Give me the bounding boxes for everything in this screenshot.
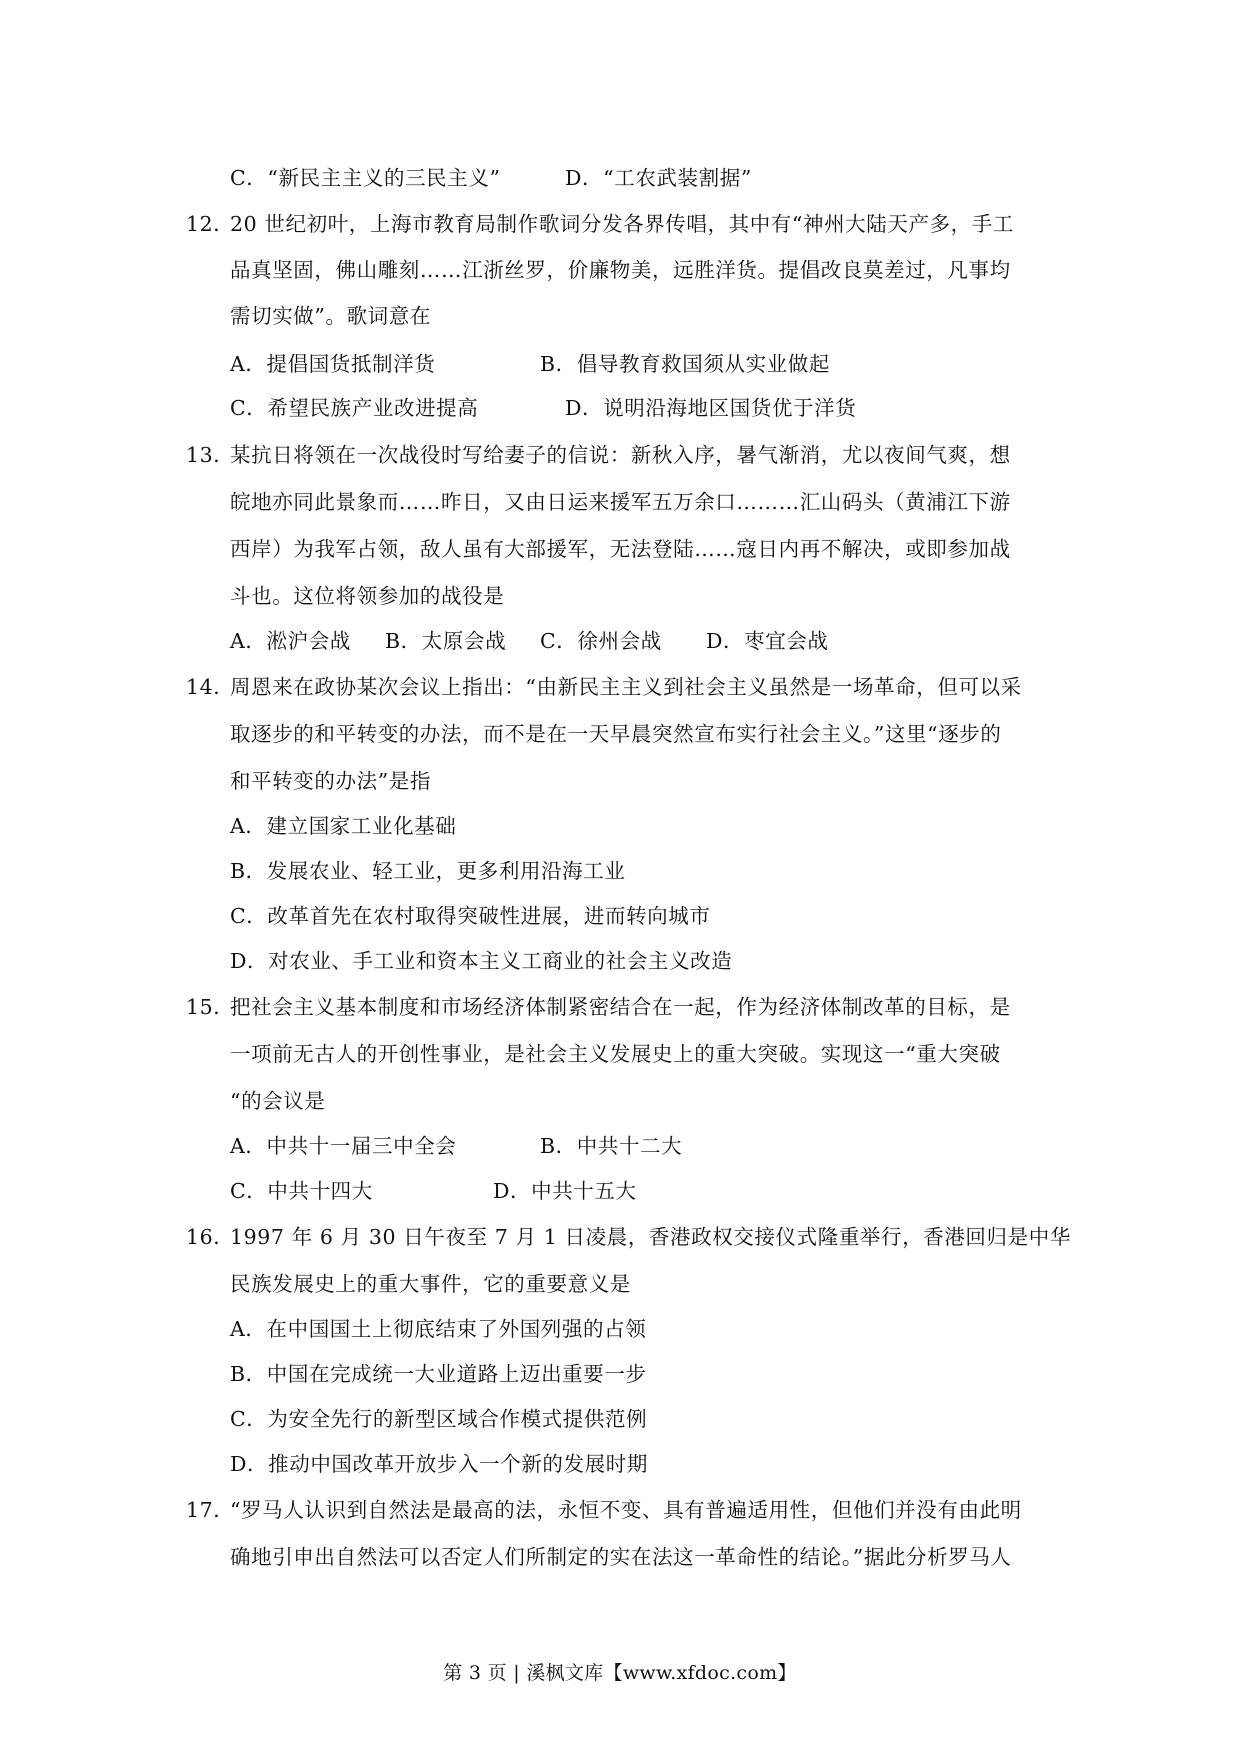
question-text-line: 取逐步的和平转变的办法，而不是在一天早晨突然宣布实行社会主义。”这里“逐步的: [230, 722, 1002, 746]
question-text-line: 1997 年 6 月 30 日午夜至 7 月 1 日凌晨，香港政权交接仪式隆重举行，香港回归是中华: [230, 1225, 1071, 1249]
option-d: D．说明沿海地区国货优于洋货: [565, 396, 857, 420]
option-c: C．中共十四大: [230, 1179, 373, 1203]
q11-option-c: C．“新民主主义的三民主义”: [230, 166, 501, 190]
option-a: A．在中国国土上彻底结束了外国列强的占领: [230, 1317, 647, 1341]
page-footer: 第 3 页 | 溪枫文库【www.xfdoc.com】: [443, 1662, 797, 1684]
question-text-line: 西岸）为我军占领，敌人虽有大部援军，无法登陆……寇日内再不解决，或即参加战: [230, 537, 1011, 561]
question-number: 14．: [186, 675, 235, 699]
option-c: C．希望民族产业改进提高: [230, 396, 479, 420]
option-a: A．建立国家工业化基础: [230, 814, 457, 838]
question-number: 16．: [186, 1225, 235, 1249]
q11-option-d: D．“工农武装割据”: [565, 166, 752, 190]
question-number: 17．: [186, 1498, 235, 1522]
option-b: B．倡导教育救国须从实业做起: [540, 352, 830, 376]
option-b: B．太原会战: [385, 629, 507, 653]
question-text-line: “罗马人认识到自然法是最高的法，永恒不变、具有普遍适用性，但他们并没有由此明: [230, 1498, 1022, 1522]
question-text-line: 某抗日将领在一次战役时写给妻子的信说：新秋入序，暑气渐消，尤以夜间气爽，想: [230, 443, 1011, 467]
option-a: A．提倡国货抵制洋货: [230, 352, 436, 376]
question-text-line: 把社会主义基本制度和市场经济体制紧密结合在一起，作为经济体制改革的目标，是: [230, 995, 1011, 1019]
option-a: A．中共十一届三中全会: [230, 1134, 457, 1158]
question-text-line: 斗也。这位将领参加的战役是: [230, 584, 505, 608]
question-text-line: 确地引申出自然法可以否定人们所制定的实在法这一革命性的结论。”据此分析罗马人: [230, 1545, 1012, 1569]
question-text-line: “的会议是: [230, 1089, 326, 1113]
option-a: A．淞沪会战: [230, 629, 351, 653]
question-text-line: 品真坚固，佛山雕刻……江浙丝罗，价廉物美，远胜洋货。提倡改良莫差过，凡事均: [230, 258, 1011, 282]
question-text-line: 周恩来在政协某次会议上指出：“由新民主主义到社会主义虽然是一场革命，但可以采: [230, 675, 1022, 699]
question-number: 15．: [186, 995, 235, 1019]
option-c: C．改革首先在农村取得突破性进展，进而转向城市: [230, 904, 711, 928]
option-c: C．为安全先行的新型区域合作模式提供范例: [230, 1407, 648, 1431]
option-b: B．发展农业、轻工业，更多利用沿海工业: [230, 859, 626, 883]
option-b: B．中共十二大: [540, 1134, 683, 1158]
option-d: D．对农业、手工业和资本主义工商业的社会主义改造: [230, 949, 733, 973]
question-number: 12．: [186, 212, 235, 236]
question-text-line: 一项前无古人的开创性事业，是社会主义发展史上的重大突破。实现这一“重大突破: [230, 1042, 1001, 1066]
question-number: 13．: [186, 443, 235, 467]
question-text-line: 皖地亦同此景象而……昨日，又由日运来援军五万余口………汇山码头（黄浦江下游: [230, 490, 1011, 514]
option-d: D．推动中国改革开放步入一个新的发展时期: [230, 1452, 648, 1476]
option-d: D．中共十五大: [493, 1179, 637, 1203]
option-b: B．中国在完成统一大业道路上迈出重要一步: [230, 1362, 647, 1386]
option-c: C．徐州会战: [540, 629, 662, 653]
question-text-line: 和平转变的办法”是指: [230, 769, 431, 793]
question-text-line: 需切实做”。歌词意在: [230, 304, 431, 328]
question-text-line: 20 世纪初叶，上海市教育局制作歌词分发各界传唱，其中有“神州大陆天产多，手工: [230, 212, 1014, 236]
question-text-line: 民族发展史上的重大事件，它的重要意义是: [230, 1272, 631, 1296]
option-d: D．枣宜会战: [706, 629, 829, 653]
